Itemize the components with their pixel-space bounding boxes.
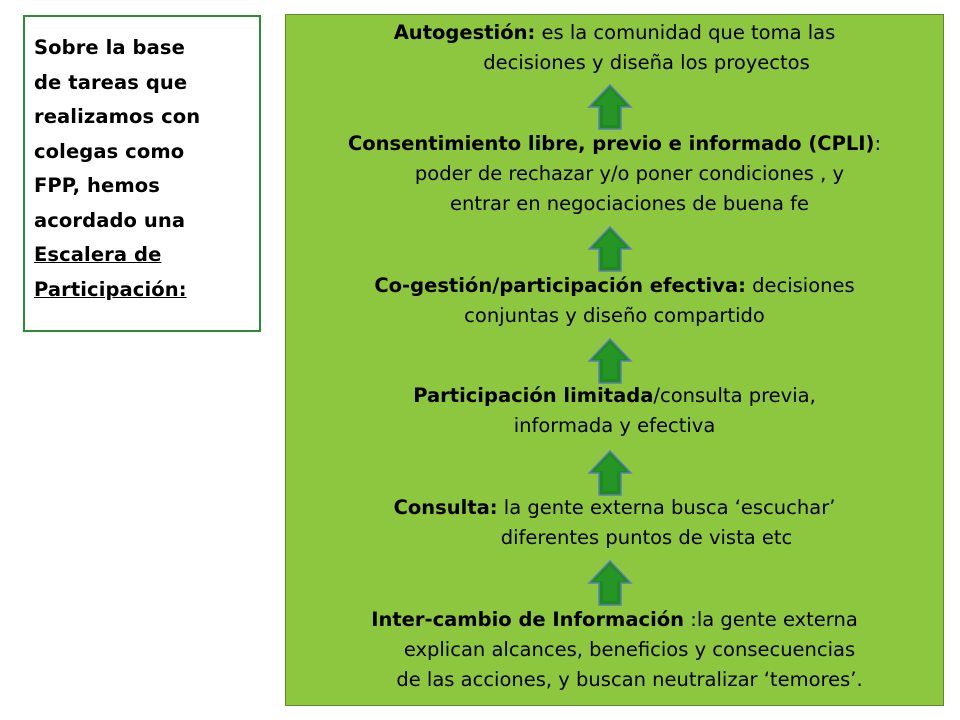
step-6-line-2 <box>300 635 929 665</box>
step-4-line-1 <box>300 381 929 411</box>
step-2-line-2: poder de rechazar y/o poner condiciones , y <box>414 162 845 185</box>
step-5-line-1 <box>300 493 929 523</box>
step-2-text: : <box>874 132 882 155</box>
up-arrow-icon <box>587 83 633 131</box>
step-5-title: Consulta: <box>393 496 498 519</box>
step-6-line-3b: , y buscan neutralizar ‘temores’. <box>545 668 863 691</box>
intro-text <box>34 31 251 307</box>
up-arrow-icon <box>587 559 633 607</box>
step-1-text: es la comunidad que toma las <box>535 21 836 44</box>
intro-line-7: Escalera de <box>34 243 162 266</box>
step-participacion-limitada <box>286 381 943 441</box>
step-5-line-2: diferentes puntos de vista etc <box>500 526 793 549</box>
step-2-line-3: entrar en negociaciones de buena fe <box>450 192 809 215</box>
step-6-line-2b: , beneficios y consecuencias <box>576 638 856 661</box>
step-consulta <box>286 493 943 553</box>
step-4-text: /consulta previa, <box>653 384 816 407</box>
up-arrow-icon <box>587 337 633 385</box>
step-3-text: decisiones <box>745 274 855 297</box>
intro-line-3: realizamos con <box>34 105 201 128</box>
intro-box <box>23 15 261 332</box>
step-1-line-1 <box>300 18 929 48</box>
step-autogestion <box>286 18 943 78</box>
step-4-title: Participación limitada <box>413 384 654 407</box>
up-arrow-icon <box>587 449 633 497</box>
step-3-line-2: conjuntas y diseño compartido <box>464 304 765 327</box>
intro-line-8: Participación: <box>34 277 187 301</box>
intro-line-4: colegas como <box>34 139 185 163</box>
step-4-line-2: informada y efectiva <box>513 414 716 437</box>
intro-line-2: de tareas que <box>34 70 188 94</box>
step-cogestion <box>286 271 943 331</box>
intro-line-6: acordado una <box>34 208 186 232</box>
step-6-line-2a: explican alcances <box>403 638 577 661</box>
step-6-text: :la gente externa <box>684 608 858 631</box>
participation-ladder <box>285 14 944 706</box>
step-intercambio-informacion <box>286 605 943 695</box>
step-6-line-1 <box>300 605 929 635</box>
step-3-line-1 <box>300 271 929 301</box>
step-6-line-3a: de las acciones <box>396 668 546 691</box>
step-1-title: Autogestión: <box>393 21 536 44</box>
step-2-title: Consentimiento libre, previo e informado (CPLI) <box>347 132 875 155</box>
intro-line-1: Sobre la base <box>34 36 185 59</box>
step-cpli <box>286 129 943 219</box>
intro-line-5: FPP, hemos <box>34 174 160 197</box>
step-6-title: Inter-cambio de Información <box>371 608 685 631</box>
step-1-line-2: decisiones y diseña los proyectos <box>483 51 810 74</box>
step-6-line-3 <box>300 665 929 695</box>
step-5-text: la gente externa busca ‘escuchar’ <box>497 496 836 519</box>
up-arrow-icon <box>587 225 633 273</box>
step-3-title: Co-gestión/participación efectiva: <box>374 274 746 297</box>
step-2-line-1 <box>300 129 929 159</box>
